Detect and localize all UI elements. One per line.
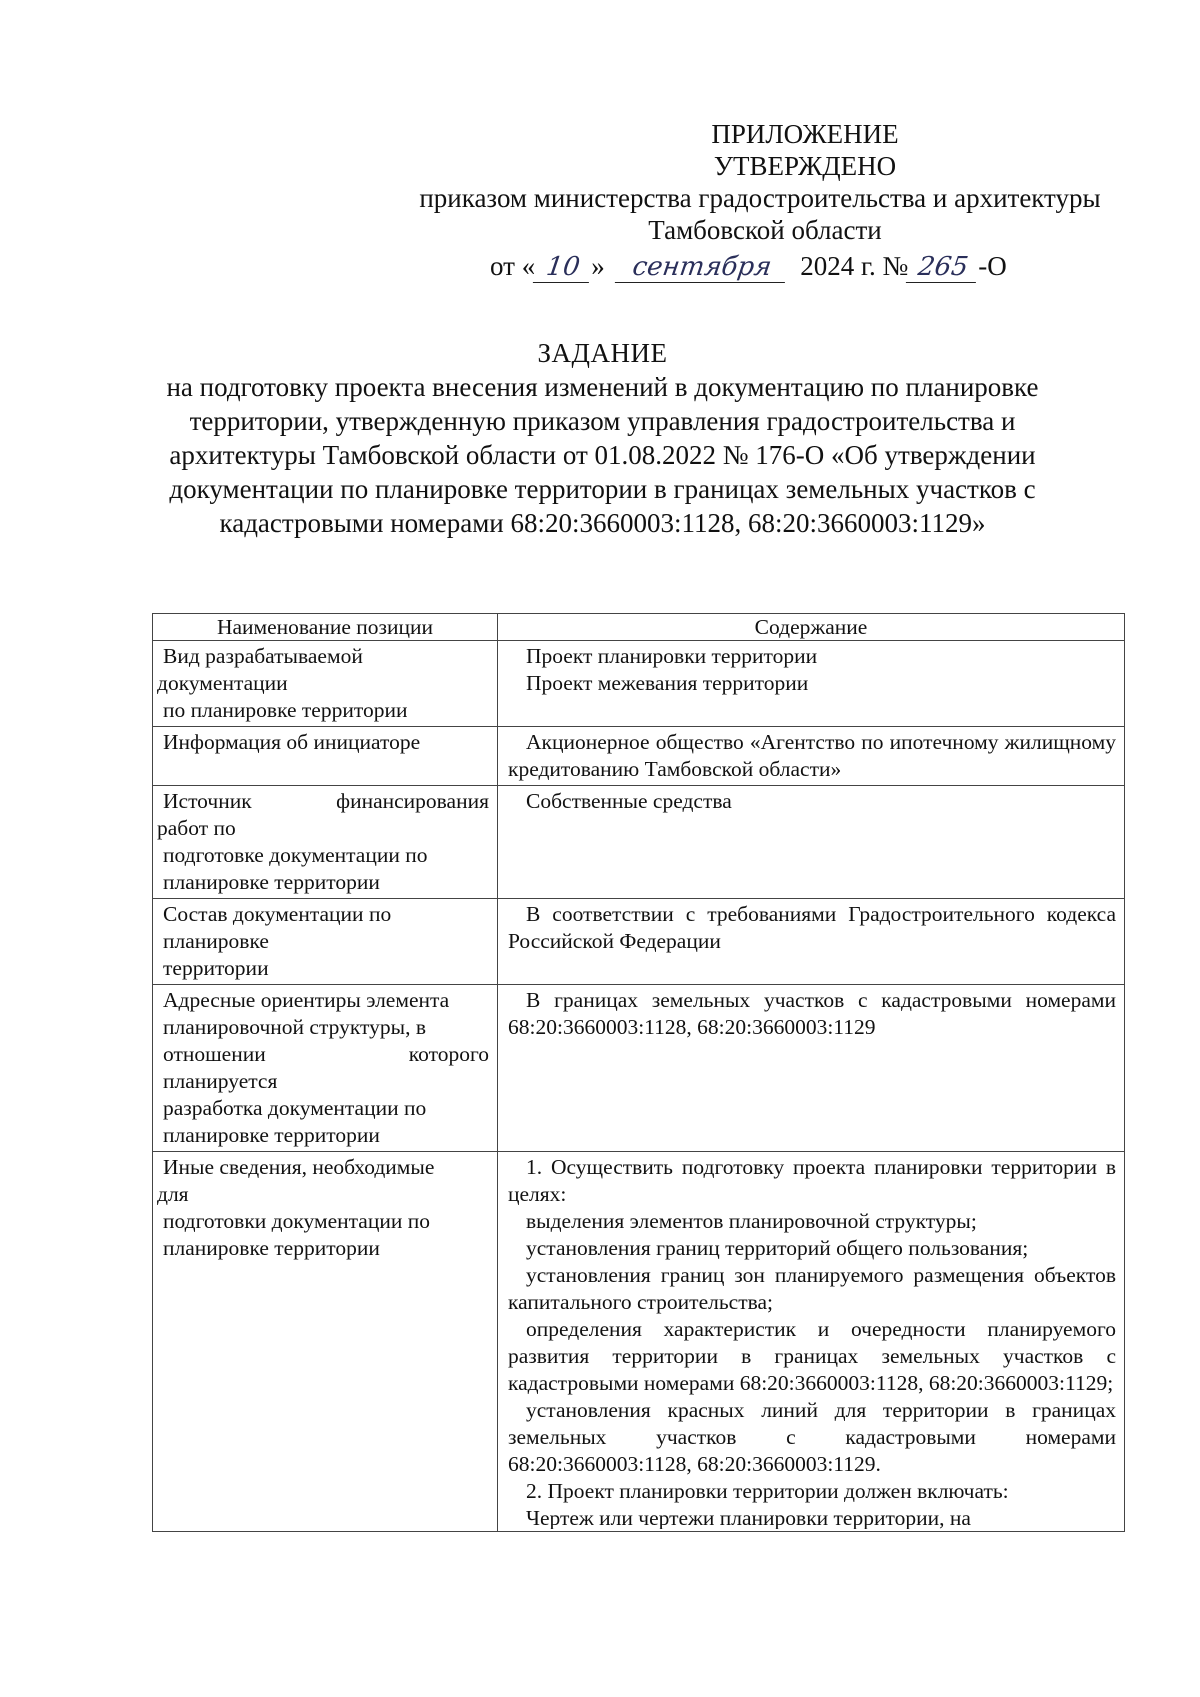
position-cell <box>153 1152 498 1532</box>
table-header-row <box>153 614 1125 641</box>
position-line: разработка документации по <box>163 1096 427 1120</box>
content-paragraph: Проект планировки территории <box>526 644 818 668</box>
content-paragraph: выделения элементов планировочной структуры; <box>526 1209 977 1233</box>
title-line: на подготовку проекта внесения изменений в документацию по планировке <box>166 372 1039 402</box>
content-cell <box>498 899 1125 985</box>
table-row <box>153 786 1125 899</box>
assignment-table <box>152 613 1125 1532</box>
position-line: Адресные ориентиры элемента <box>163 988 450 1012</box>
content-cell <box>498 1152 1125 1532</box>
content-paragraph: Проект межевания территории <box>526 671 809 695</box>
position-line: планировке <box>163 929 269 953</box>
title-line: территории, утвержденную приказом управления градостроительства и <box>189 406 1016 436</box>
position-line: по планировке территории <box>163 698 408 722</box>
position-line: Информация об инициаторе <box>163 730 421 754</box>
number-suffix: -О <box>978 251 1007 281</box>
position-line: отношении которого <box>163 1042 489 1066</box>
position-cell <box>153 641 498 727</box>
position-line: территории <box>163 956 269 980</box>
approval-block <box>395 118 1125 246</box>
table-row <box>153 1152 1125 1532</box>
order-date-line <box>490 248 1007 284</box>
handwritten-day: 10 <box>533 252 593 283</box>
content-paragraph: Акционерное общество «Агентство по ипотечному жилищному кредитованию Тамбовской области» <box>508 730 1116 781</box>
position-line: Вид разрабатываемой <box>163 644 363 668</box>
content-paragraph: 2. Проект планировки территории должен включать: <box>526 1479 1009 1503</box>
position-cell <box>153 985 498 1152</box>
position-line: планировке территории <box>163 1123 380 1147</box>
date-prefix: от « <box>490 251 536 281</box>
content-paragraph: установления границ территорий общего пользования; <box>526 1236 1029 1260</box>
position-line: Иные сведения, необходимые <box>163 1155 435 1179</box>
content-paragraph: 1. Осуществить подготовку проекта планировки территории в целях: <box>508 1155 1116 1206</box>
title-line: документации по планировке территории в границах земельных участков с <box>169 474 1036 504</box>
content-paragraph: Чертеж или чертежи планировки территории, на <box>526 1506 971 1529</box>
table-row <box>153 641 1125 727</box>
approved-label: УТВЕРЖДЕНО <box>713 151 897 181</box>
position-line: документации <box>157 671 288 695</box>
day-suffix: » <box>591 251 605 281</box>
content-paragraph: установления красных линий для территории в границах земельных участков с кадастровыми номерами 68:20:3660003:1128, 68:20:3660003:1129. <box>508 1398 1116 1476</box>
content-paragraph: определения характеристик и очередности планируемого развития территории в границах земельных участков с кадастровыми номерами 68:20:3660003:1128, 68:20:3660003:1129; <box>508 1317 1116 1395</box>
table-row <box>153 727 1125 786</box>
appendix-label: ПРИЛОЖЕНИЕ <box>711 119 899 149</box>
content-cell <box>498 786 1125 899</box>
header-content: Содержание <box>498 614 1125 641</box>
handwritten-month: сентября <box>615 252 789 283</box>
content-paragraph: В границах земельных участков с кадастровыми номерами 68:20:3660003:1128, 68:20:3660003:1129 <box>508 988 1116 1039</box>
position-line: Состав документации по <box>163 902 392 926</box>
content-cell <box>498 641 1125 727</box>
document-title <box>120 336 1085 540</box>
content-paragraph: Собственные средства <box>526 789 732 813</box>
handwritten-number: 265 <box>906 252 980 283</box>
content-paragraph: установления границ зон планируемого размещения объектов капитального строительства; <box>508 1263 1116 1314</box>
order-line-2: Тамбовской области <box>648 215 882 245</box>
position-line: планировке территории <box>163 870 380 894</box>
position-line: для <box>157 1182 189 1206</box>
title-heading: ЗАДАНИЕ <box>537 338 668 368</box>
position-cell <box>153 786 498 899</box>
position-line: Источник финансирования <box>163 789 489 813</box>
content-paragraph: В соответствии с требованиями Градостроительного кодекса Российской Федерации <box>508 902 1116 953</box>
table-row <box>153 985 1125 1152</box>
content-cell <box>498 985 1125 1152</box>
position-line: планируется <box>163 1069 278 1093</box>
position-line: подготовке документации по <box>163 843 428 867</box>
position-line: планировке территории <box>163 1236 380 1260</box>
year-text: 2024 г. № <box>800 251 909 281</box>
order-line-1: приказом министерства градостроительства и архитектуры <box>419 183 1101 213</box>
title-line: кадастровыми номерами 68:20:3660003:1128, 68:20:3660003:1129» <box>219 508 986 538</box>
position-line: планировочной структуры, в <box>163 1015 426 1039</box>
position-cell <box>153 727 498 786</box>
title-line: архитектуры Тамбовской области от 01.08.2022 № 176-О «Об утверждении <box>169 440 1036 470</box>
position-cell <box>153 899 498 985</box>
header-position: Наименование позиции <box>153 614 498 641</box>
content-cell <box>498 727 1125 786</box>
position-line: подготовки документации по <box>163 1209 430 1233</box>
position-line: работ по <box>157 816 236 840</box>
table-row <box>153 899 1125 985</box>
